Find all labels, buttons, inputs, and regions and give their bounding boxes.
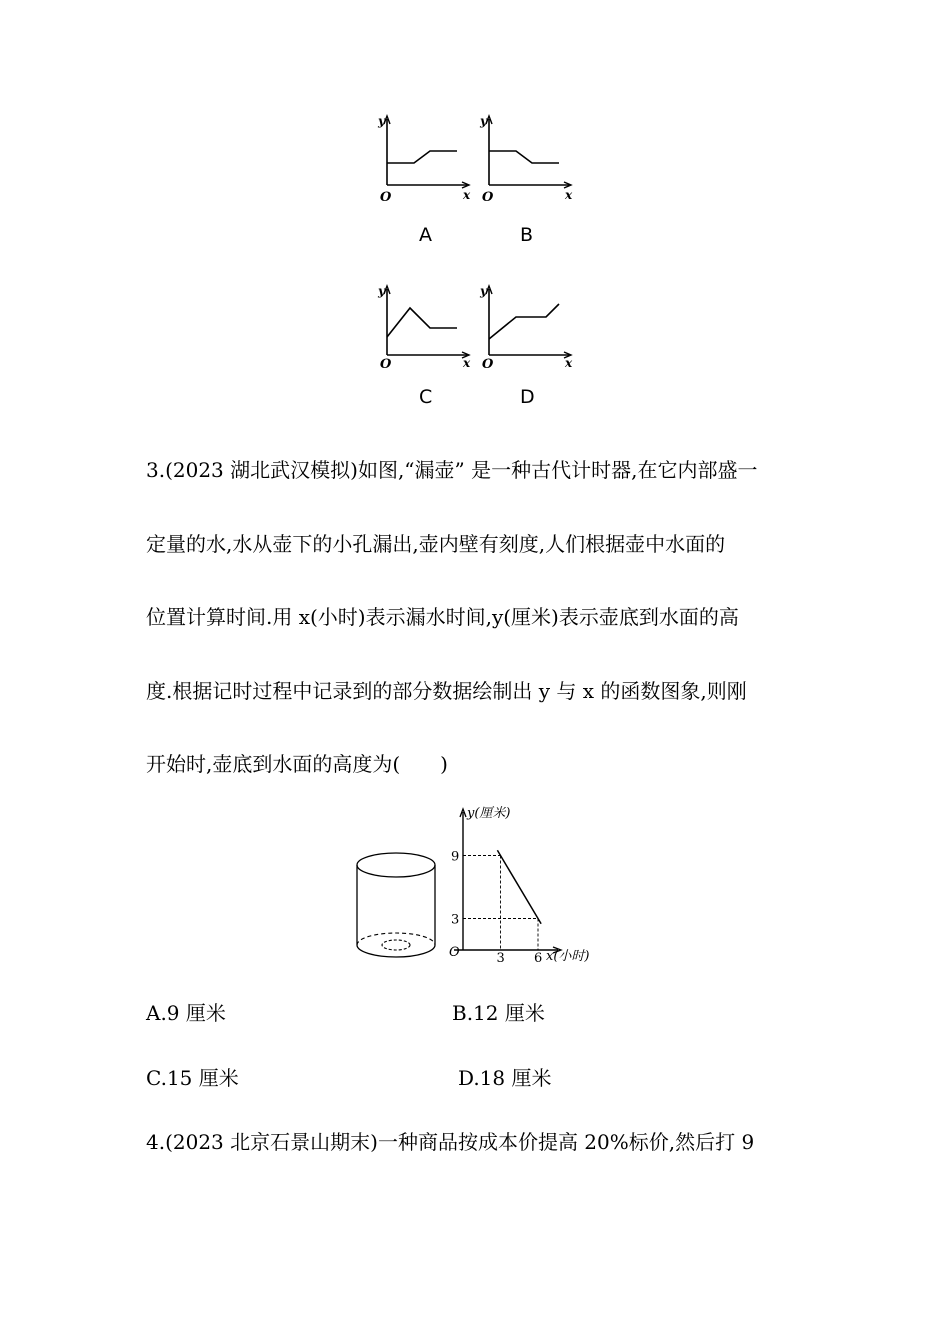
q4-line-1: 4.(2023 北京石景山期末)一种商品按成本价提高 20%标价,然后打 9 — [146, 1130, 755, 1154]
graph-a — [377, 114, 471, 205]
graph-d-x-label: x — [565, 356, 573, 370]
graph-c-origin: O — [380, 357, 392, 372]
graph-b — [479, 114, 573, 205]
graph-d-origin: O — [482, 357, 494, 372]
graph-d-y-label: y — [480, 284, 487, 298]
graph-b-caption: B — [520, 224, 534, 246]
graph-a-y-label: y — [378, 114, 385, 128]
graph-a-origin: O — [380, 190, 392, 205]
graph-a-curve — [387, 151, 457, 163]
graph-c-caption: C — [419, 386, 433, 408]
chart-y-tick-1: 9 — [451, 849, 460, 865]
graph-c-y-label: y — [378, 284, 385, 298]
graph-b-curve — [489, 151, 559, 163]
chart-x-tick-1: 6 — [534, 951, 543, 966]
chart-y-label: y(厘米) — [467, 806, 511, 821]
leaking-pot-figure — [350, 845, 445, 970]
graph-a-x-label: x — [463, 188, 471, 202]
chart-origin: O — [449, 945, 460, 960]
pot-top-rim — [357, 853, 435, 877]
graph-d — [479, 284, 573, 372]
q3-line-3: 位置计算时间.用 x(小时)表示漏水时间,y(厘米)表示壶底到水面的高 — [146, 605, 739, 629]
pot-hole — [382, 940, 410, 950]
function-chart — [440, 800, 600, 972]
chart-x-tick-0: 3 — [496, 951, 505, 966]
option-d[interactable]: D.18 厘米 — [458, 1066, 552, 1090]
option-b[interactable]: B.12 厘米 — [452, 1001, 545, 1025]
chart-series-line — [497, 850, 541, 924]
graph-b-y-label: y — [480, 114, 487, 128]
graph-c-x-label: x — [463, 356, 471, 370]
graph-c — [377, 284, 471, 372]
graph-d-caption: D — [520, 386, 535, 408]
graph-b-origin: O — [482, 190, 494, 205]
q3-line-1: 3.(2023 湖北武汉模拟)如图,“漏壶” 是一种古代计时器,在它内部盛一 — [146, 458, 758, 482]
graph-c-curve — [387, 308, 457, 337]
graph-b-x-label: x — [565, 188, 573, 202]
graph-d-curve — [489, 304, 559, 339]
q3-line-2: 定量的水,水从壶下的小孔漏出,壶内壁有刻度,人们根据壶中水面的 — [146, 532, 726, 556]
chart-y-tick-0: 3 — [451, 912, 460, 928]
graph-a-caption: A — [419, 224, 432, 246]
chart-x-label: x(小时) — [546, 949, 590, 964]
small-graphs-figure — [360, 105, 590, 410]
q3-line-4: 度.根据记时过程中记录到的部分数据绘制出 y 与 x 的函数图象,则刚 — [146, 679, 747, 703]
option-c[interactable]: C.15 厘米 — [146, 1066, 239, 1090]
q3-line-5: 开始时,壶底到水面的高度为( ) — [146, 752, 448, 776]
option-a[interactable]: A.9 厘米 — [146, 1001, 226, 1025]
